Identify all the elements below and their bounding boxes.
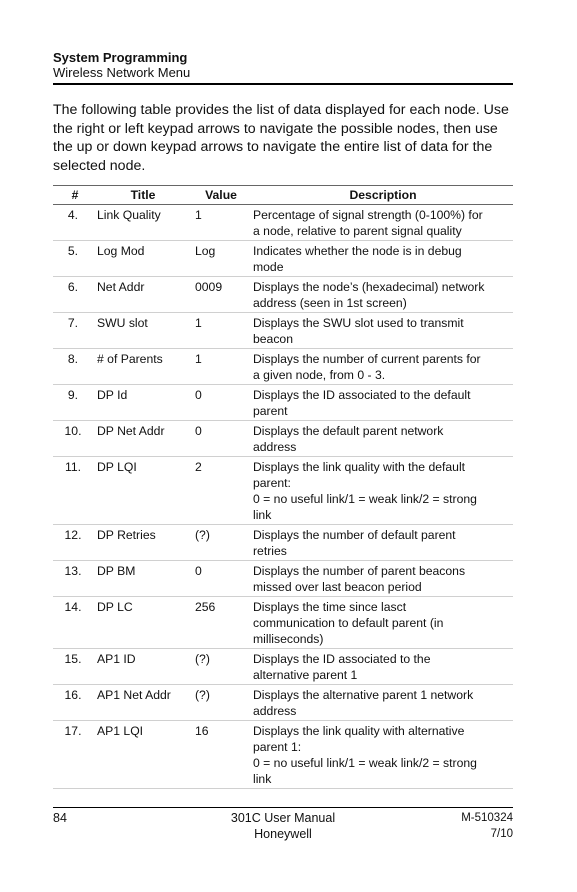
- row-number: 11.: [64, 460, 82, 474]
- table-row: [53, 385, 513, 421]
- description-line: retries: [253, 544, 287, 558]
- footer-center: [53, 810, 513, 842]
- row-value: 0009: [195, 280, 223, 294]
- row-value: 256: [195, 600, 216, 614]
- row-value: 16: [195, 724, 209, 738]
- intro-paragraph: [53, 101, 513, 175]
- description-line: milliseconds): [253, 632, 324, 646]
- table-body: [53, 205, 513, 789]
- row-description: [253, 599, 513, 647]
- row-description: [253, 243, 513, 275]
- description-line: Displays the number of default parent: [253, 528, 456, 542]
- row-number: 4.: [67, 208, 79, 222]
- description-line: address: [253, 440, 297, 454]
- row-description: [253, 279, 513, 311]
- row-title: AP1 LQI: [97, 724, 144, 738]
- description-line: Displays the number of parent beacons: [253, 564, 466, 578]
- row-title: # of Parents: [97, 352, 163, 366]
- description-line: missed over last beacon period: [253, 580, 422, 594]
- description-line: link: [253, 772, 272, 786]
- node-data-table: [53, 185, 513, 789]
- description-line: 0 = no useful link/1 = weak link/2 = strong: [253, 756, 477, 770]
- table-row: [53, 241, 513, 277]
- description-line: 0 = no useful link/1 = weak link/2 = strong: [253, 492, 477, 506]
- row-title: DP LC: [97, 600, 133, 614]
- description-line: parent 1:: [253, 740, 302, 754]
- row-number: 9.: [67, 388, 79, 402]
- description-line: link: [253, 508, 272, 522]
- revision-date: 7/10: [490, 828, 513, 840]
- company-name: Honeywell: [254, 827, 312, 841]
- row-title: DP LQI: [97, 460, 137, 474]
- row-value: (?): [195, 652, 210, 666]
- row-description: [253, 315, 513, 347]
- row-description: [253, 387, 513, 419]
- row-title: AP1 Net Addr: [97, 688, 171, 702]
- row-number: 5.: [67, 244, 79, 258]
- row-description: [253, 527, 513, 559]
- row-number: 15.: [64, 652, 82, 666]
- row-value: 0: [195, 388, 202, 402]
- manual-title: 301C User Manual: [230, 811, 336, 825]
- row-value: 1: [195, 316, 202, 330]
- row-number: 17.: [64, 724, 82, 738]
- row-description: [253, 207, 513, 239]
- section-subtitle: Wireless Network Menu: [53, 65, 191, 80]
- description-line: Displays the alternative parent 1 network: [253, 688, 474, 702]
- row-number: 7.: [67, 316, 79, 330]
- row-value: Log: [195, 244, 216, 258]
- description-line: Indicates whether the node is in debug: [253, 244, 462, 258]
- row-description: [253, 423, 513, 455]
- description-line: address (seen in 1st screen): [253, 296, 407, 310]
- row-description: [253, 563, 513, 595]
- row-description: [253, 723, 513, 787]
- row-title: SWU slot: [97, 316, 148, 330]
- table-row: [53, 313, 513, 349]
- footer-divider: [53, 807, 513, 808]
- row-value: 0: [195, 424, 202, 438]
- footer-right: [461, 810, 513, 842]
- description-line: parent:: [253, 476, 291, 490]
- row-value: 2: [195, 460, 202, 474]
- row-value: (?): [195, 528, 210, 542]
- row-description: [253, 351, 513, 383]
- table-row: [53, 457, 513, 525]
- row-number: 12.: [64, 528, 82, 542]
- table-row: [53, 561, 513, 597]
- description-line: Displays the node’s (hexadecimal) network: [253, 280, 485, 294]
- row-number: 14.: [64, 600, 82, 614]
- description-line: beacon: [253, 332, 293, 346]
- table-row: [53, 525, 513, 561]
- row-title: Log Mod: [97, 244, 145, 258]
- table-row: [53, 421, 513, 457]
- header-number: #: [71, 188, 79, 202]
- description-line: Displays the SWU slot used to transmit: [253, 316, 464, 330]
- description-line: Displays the number of current parents for: [253, 352, 481, 366]
- table-row: [53, 597, 513, 649]
- description-line: a node, relative to parent signal quality: [253, 224, 462, 238]
- row-title: DP Id: [97, 388, 128, 402]
- description-line: Displays the default parent network: [253, 424, 444, 438]
- description-line: a given node, from 0 - 3.: [253, 368, 386, 382]
- description-line: Percentage of signal strength (0-100%) for: [253, 208, 483, 222]
- header-description: Description: [349, 188, 417, 202]
- row-title: DP BM: [97, 564, 136, 578]
- description-line: Displays the ID associated to the: [253, 652, 431, 666]
- description-line: Displays the link quality with alternative: [253, 724, 465, 738]
- table-row: [53, 277, 513, 313]
- row-description: [253, 459, 513, 523]
- row-description: [253, 651, 513, 683]
- description-line: alternative parent 1: [253, 668, 358, 682]
- intro-text: The following table provides the list of data displayed for each node. Use the right or left keypad arrows to navigate the possible nodes, then use the up or down keypad arrows to navigate the entire list of data for the selected node.: [53, 102, 509, 174]
- row-value: (?): [195, 688, 210, 702]
- row-number: 6.: [67, 280, 79, 294]
- description-line: Displays the ID associated to the default: [253, 388, 471, 402]
- header-title: Title: [130, 188, 156, 202]
- header-divider: [53, 83, 513, 85]
- description-line: address: [253, 704, 297, 718]
- table-row: [53, 349, 513, 385]
- row-value: 1: [195, 352, 202, 366]
- table-row: [53, 649, 513, 685]
- page-header: [53, 50, 513, 81]
- description-line: Displays the link quality with the default: [253, 460, 466, 474]
- row-description: [253, 687, 513, 719]
- row-number: 10.: [64, 424, 82, 438]
- table-row: [53, 721, 513, 789]
- header-value: Value: [205, 188, 237, 202]
- row-number: 16.: [64, 688, 82, 702]
- page-number: 84: [53, 811, 67, 825]
- table-row: [53, 685, 513, 721]
- description-line: communication to default parent (in: [253, 616, 444, 630]
- row-title: Link Quality: [97, 208, 161, 222]
- row-title: Net Addr: [97, 280, 145, 294]
- table-header: [53, 185, 513, 205]
- row-number: 8.: [67, 352, 79, 366]
- doc-number: M-510324: [461, 812, 513, 824]
- row-value: 1: [195, 208, 202, 222]
- section-title: System Programming: [53, 50, 188, 65]
- row-title: DP Retries: [97, 528, 156, 542]
- description-line: mode: [253, 260, 284, 274]
- row-value: 0: [195, 564, 202, 578]
- description-line: Displays the time since lasct: [253, 600, 407, 614]
- row-title: AP1 ID: [97, 652, 136, 666]
- row-title: DP Net Addr: [97, 424, 165, 438]
- table-row: [53, 205, 513, 241]
- row-number: 13.: [64, 564, 82, 578]
- description-line: parent: [253, 404, 288, 418]
